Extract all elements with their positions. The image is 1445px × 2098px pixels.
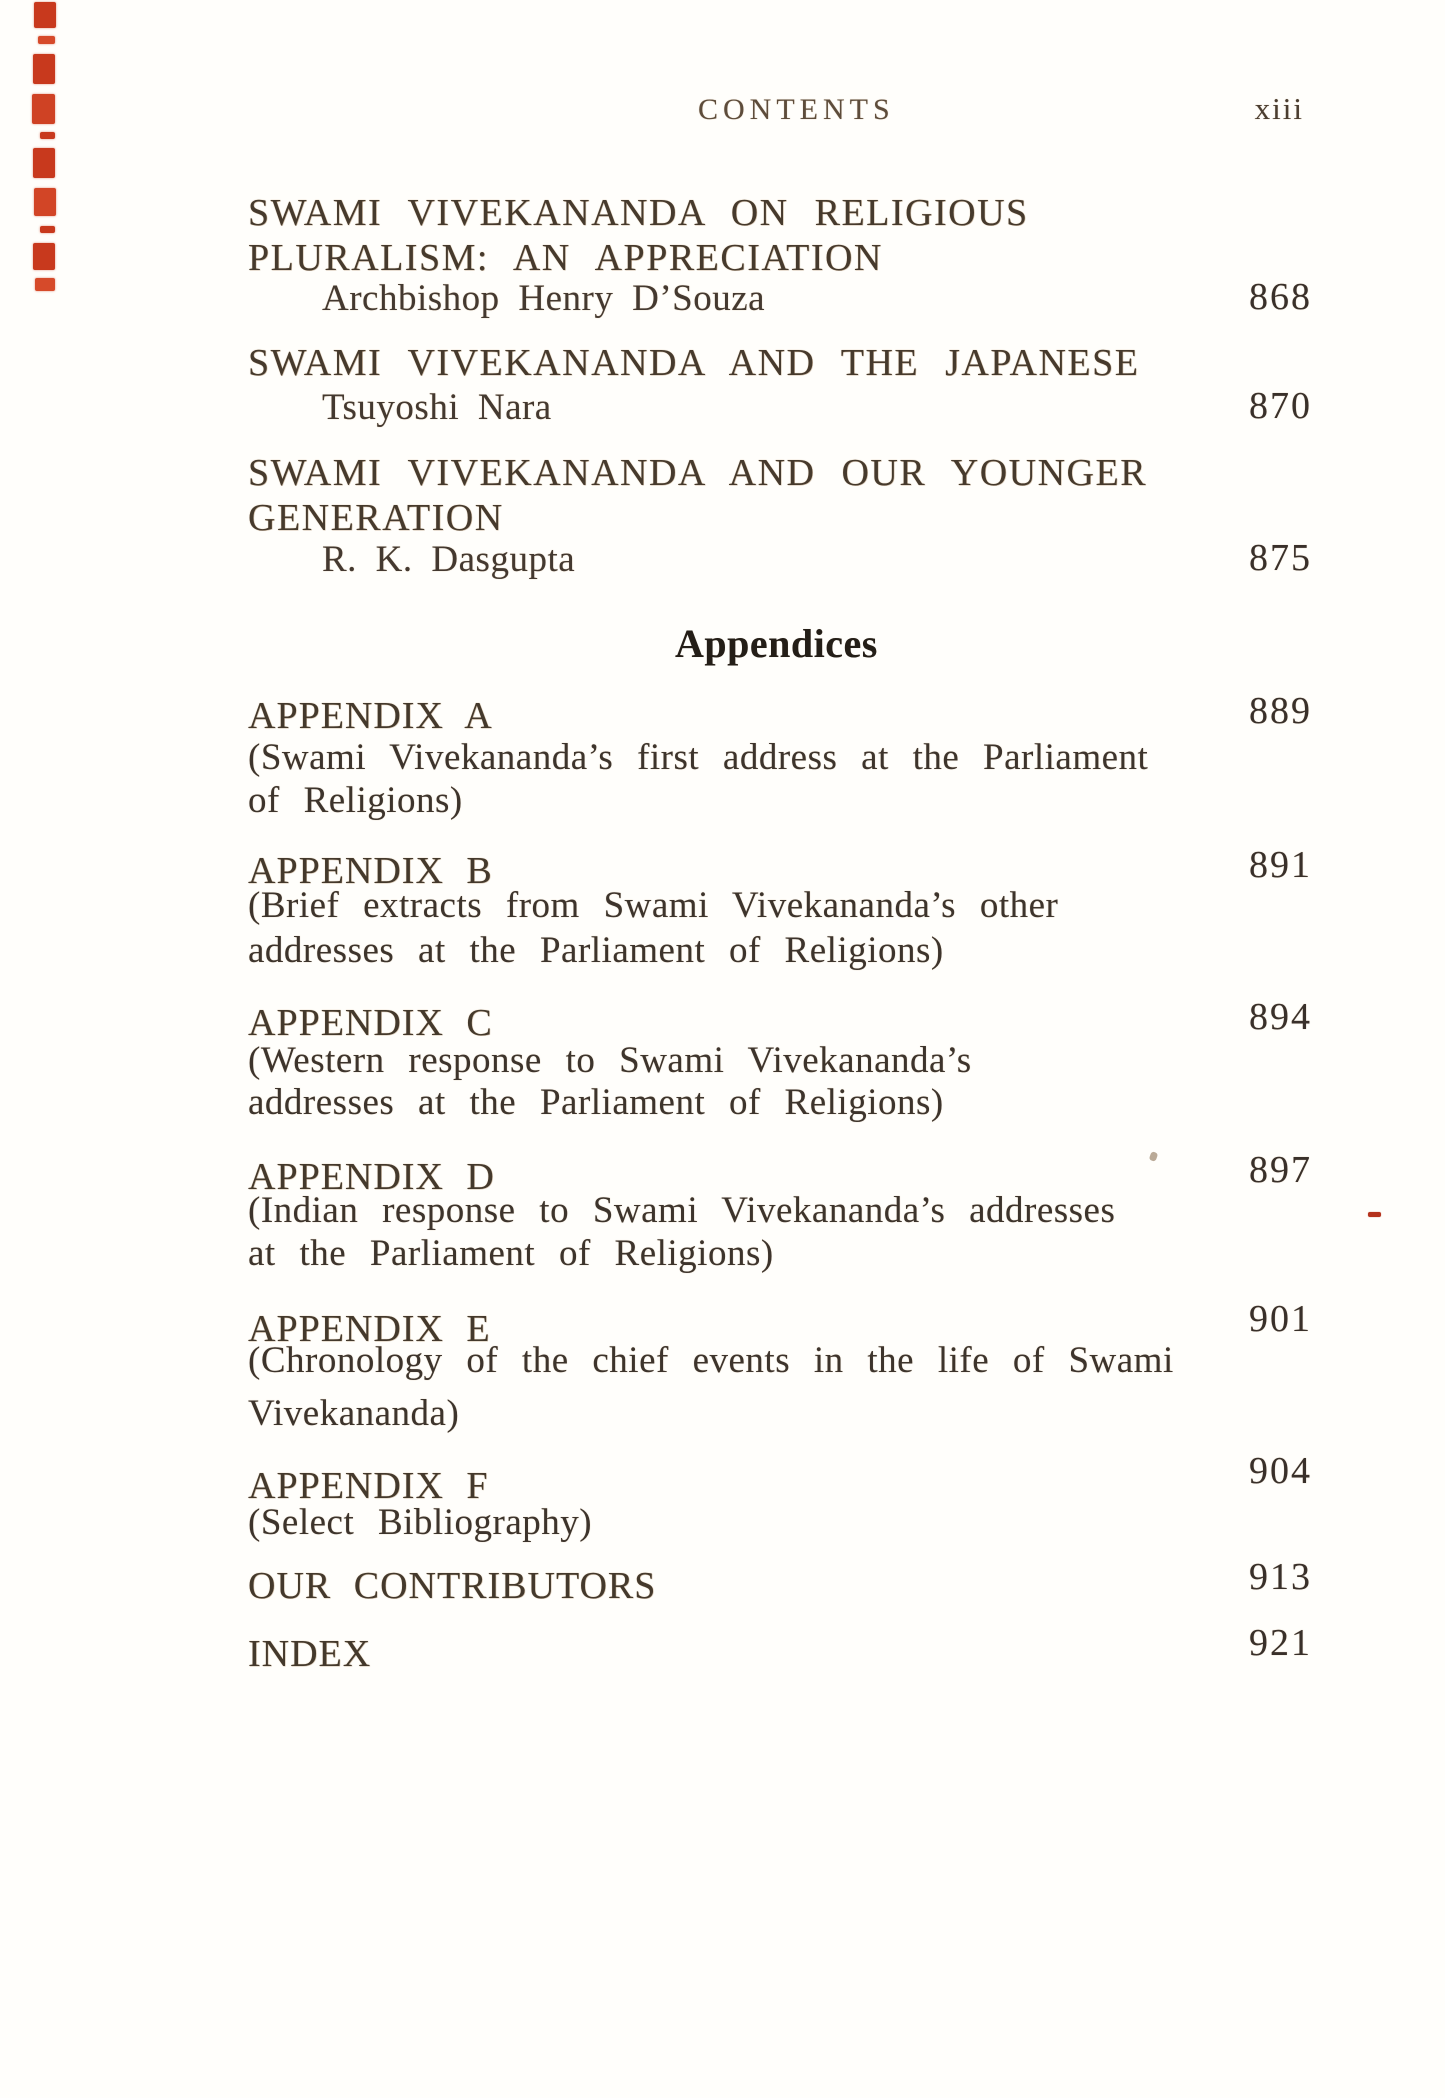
scan-mark (32, 94, 55, 124)
appendix-description-line: addresses at the Parliament of Religions) (248, 1082, 944, 1123)
scan-mark (33, 148, 55, 178)
appendix-description-line: Vivekananda) (248, 1393, 460, 1434)
appendix-page-number: 897 (1249, 1149, 1312, 1191)
red-edge-scan-marks (0, 0, 70, 300)
appendix-description-line: (Chronology of the chief events in the life of Swami (248, 1340, 1174, 1381)
appendix-page-number: 889 (1249, 690, 1312, 732)
scan-mark-right-edge (1368, 1212, 1381, 1217)
toc-entry-title-line: SWAMI VIVEKANANDA ON RELIGIOUS (248, 192, 1029, 234)
appendix-description-line: (Select Bibliography) (248, 1502, 593, 1543)
scan-mark (40, 132, 55, 139)
toc-entry-page-number: 868 (1249, 276, 1312, 318)
appendix-description-line: of Religions) (248, 780, 463, 821)
appendix-description-line: at the Parliament of Religions) (248, 1233, 774, 1274)
appendix-page-number: 894 (1249, 996, 1312, 1038)
scan-mark (35, 278, 55, 291)
appendix-page-number: 901 (1249, 1298, 1312, 1340)
appendix-label: APPENDIX E (248, 1308, 491, 1350)
appendix-description-line: addresses at the Parliament of Religions) (248, 930, 944, 971)
back-matter-page-number: 913 (1249, 1556, 1312, 1598)
toc-entry-title-line: GENERATION (248, 497, 504, 539)
appendix-label: APPENDIX B (248, 850, 493, 892)
appendix-label: APPENDIX F (248, 1465, 489, 1507)
running-header-title: CONTENTS (698, 93, 895, 126)
section-heading-appendices: Appendices (675, 621, 878, 666)
toc-entry-author: Tsuyoshi Nara (322, 387, 552, 428)
appendix-page-number: 904 (1249, 1450, 1312, 1492)
toc-entry-title-line: PLURALISM: AN APPRECIATION (248, 237, 883, 279)
toc-entry-author: R. K. Dasgupta (322, 539, 576, 580)
scan-mark (40, 226, 55, 233)
appendix-description-line: (Swami Vivekananda’s first address at the Parliament (248, 737, 1149, 778)
scan-mark (33, 243, 55, 270)
back-matter-label: INDEX (248, 1633, 372, 1675)
appendix-description-line: (Brief extracts from Swami Vivekananda’s other (248, 885, 1059, 926)
toc-entry-page-number: 870 (1249, 385, 1312, 427)
toc-entry-title-line: SWAMI VIVEKANANDA AND OUR YOUNGER (248, 452, 1148, 494)
back-matter-page-number: 921 (1249, 1622, 1312, 1664)
folio-page-number: xiii (1254, 91, 1304, 126)
toc-entry-title-line: SWAMI VIVEKANANDA AND THE JAPANESE (248, 342, 1140, 384)
toc-entry-page-number: 875 (1249, 537, 1312, 579)
toc-entry-author: Archbishop Henry D’Souza (322, 278, 766, 319)
appendix-page-number: 891 (1249, 844, 1312, 886)
appendix-description-line: (Western response to Swami Vivekananda’s (248, 1040, 972, 1081)
appendix-label: APPENDIX D (248, 1156, 495, 1198)
back-matter-label: OUR CONTRIBUTORS (248, 1565, 657, 1607)
appendix-label: APPENDIX A (248, 695, 493, 737)
appendix-label: APPENDIX C (248, 1002, 493, 1044)
scan-mark (34, 2, 56, 28)
scan-mark (38, 36, 55, 44)
appendix-description-line: (Indian response to Swami Vivekananda’s addresses (248, 1190, 1116, 1231)
scan-mark (34, 188, 56, 216)
scan-mark (33, 54, 55, 84)
